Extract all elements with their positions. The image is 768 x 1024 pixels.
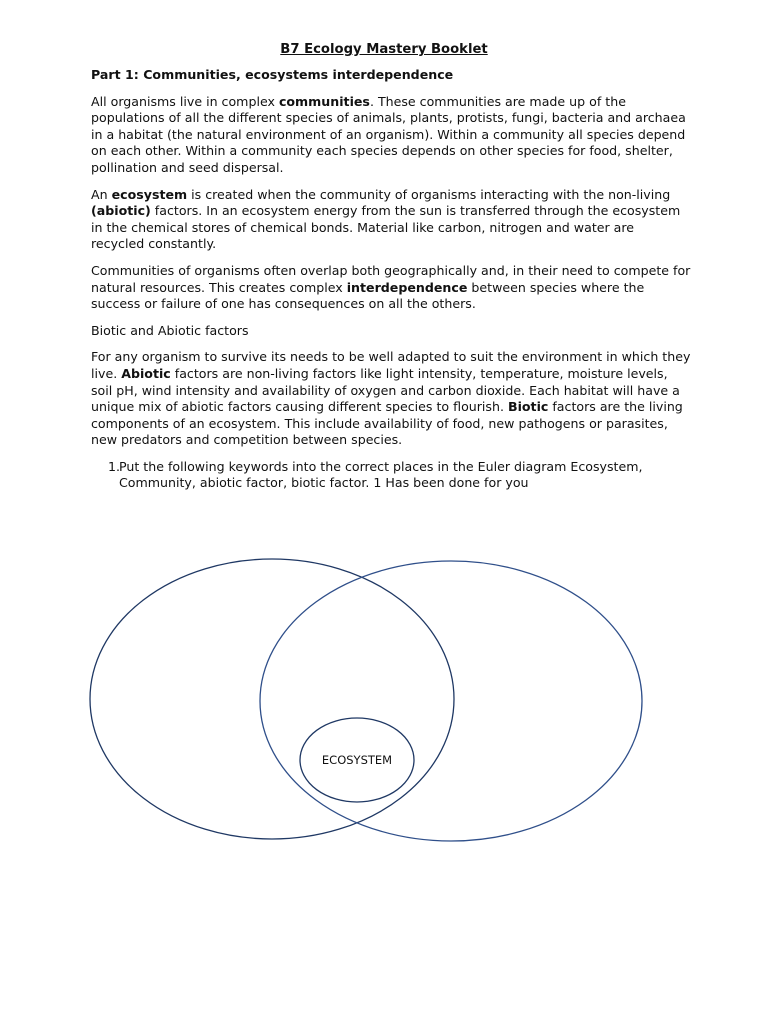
question-number: 1. (108, 458, 121, 474)
text-content (91, 67, 691, 502)
keyword-communities: communities (278, 93, 370, 109)
keyword-interdependence: interdependence (346, 279, 468, 295)
para2-post: factors. In an ecosystem energy from the sun is transferred through the ecosystem in the chemical stores of chemical bonds. Material like carbon, nitrogen and water are recycled constantly. (91, 203, 681, 252)
euler-left-ellipse (90, 559, 454, 839)
para1-pre: All organisms live in complex (91, 93, 279, 109)
keyword-biotic-factors: Biotic (507, 399, 549, 415)
keyword-abiotic-factors: Abiotic (121, 365, 171, 381)
question-1 (91, 459, 691, 492)
subheading-biotic-abiotic: Biotic and Abiotic factors (91, 322, 249, 338)
para4-mid: factors are non-living factors like light intensity, temperature, moisture levels, soil pH, wind intensity and availability of oxygen and carbon dioxide. Each habitat will have a unique mix of abiotic factors causing different species to flourish. (91, 365, 680, 415)
para1-post: . These communities are made up of the populations of all the different species of animals, plants, protists, fungi, bacteria and archaea in a habitat (the natural environment of an organism). Within a community all species depend on each other. Within a community each species depends on other species for food, shelter, pollination and seed dispersal. (91, 93, 686, 175)
euler-right-ellipse (260, 561, 642, 841)
keyword-abiotic: (abiotic) (91, 203, 151, 219)
paragraph-interdependence (91, 263, 691, 313)
paragraph-communities (91, 94, 691, 177)
booklet-title: B7 Ecology Mastery Booklet (280, 42, 488, 57)
para2-mid: is created when the community of organisms interacting with the non-living (187, 186, 671, 202)
euler-ecosystem-ellipse (300, 718, 414, 802)
para4-post: factors are the living components of an ecosystem. This include availability of food, new pathogens or parasites, new predators and competition between species. (91, 399, 683, 448)
question-text: Put the following keywords into the correct places in the Euler diagram Ecosystem, Community, abiotic factor, biotic factor. 1 Has been done for you (119, 458, 643, 491)
paragraph-factors (91, 349, 691, 449)
paragraph-ecosystem (91, 187, 691, 253)
para3-post: between species where the success or failure of one has consequences on all the others. (91, 279, 645, 312)
para2-pre: An (91, 186, 112, 202)
keyword-ecosystem: ecosystem (111, 186, 188, 202)
part-heading: Part 1: Communities, ecosystems interdependence (91, 67, 454, 82)
ecosystem-label: ECOSYSTEM (321, 753, 393, 767)
para3-pre: Communities of organisms often overlap both geographically and, in their need to compete for natural resources. This creates complex (91, 262, 691, 295)
para4-pre: For any organism to survive its needs to be well adapted to suit the environment in which they live. (91, 349, 691, 381)
